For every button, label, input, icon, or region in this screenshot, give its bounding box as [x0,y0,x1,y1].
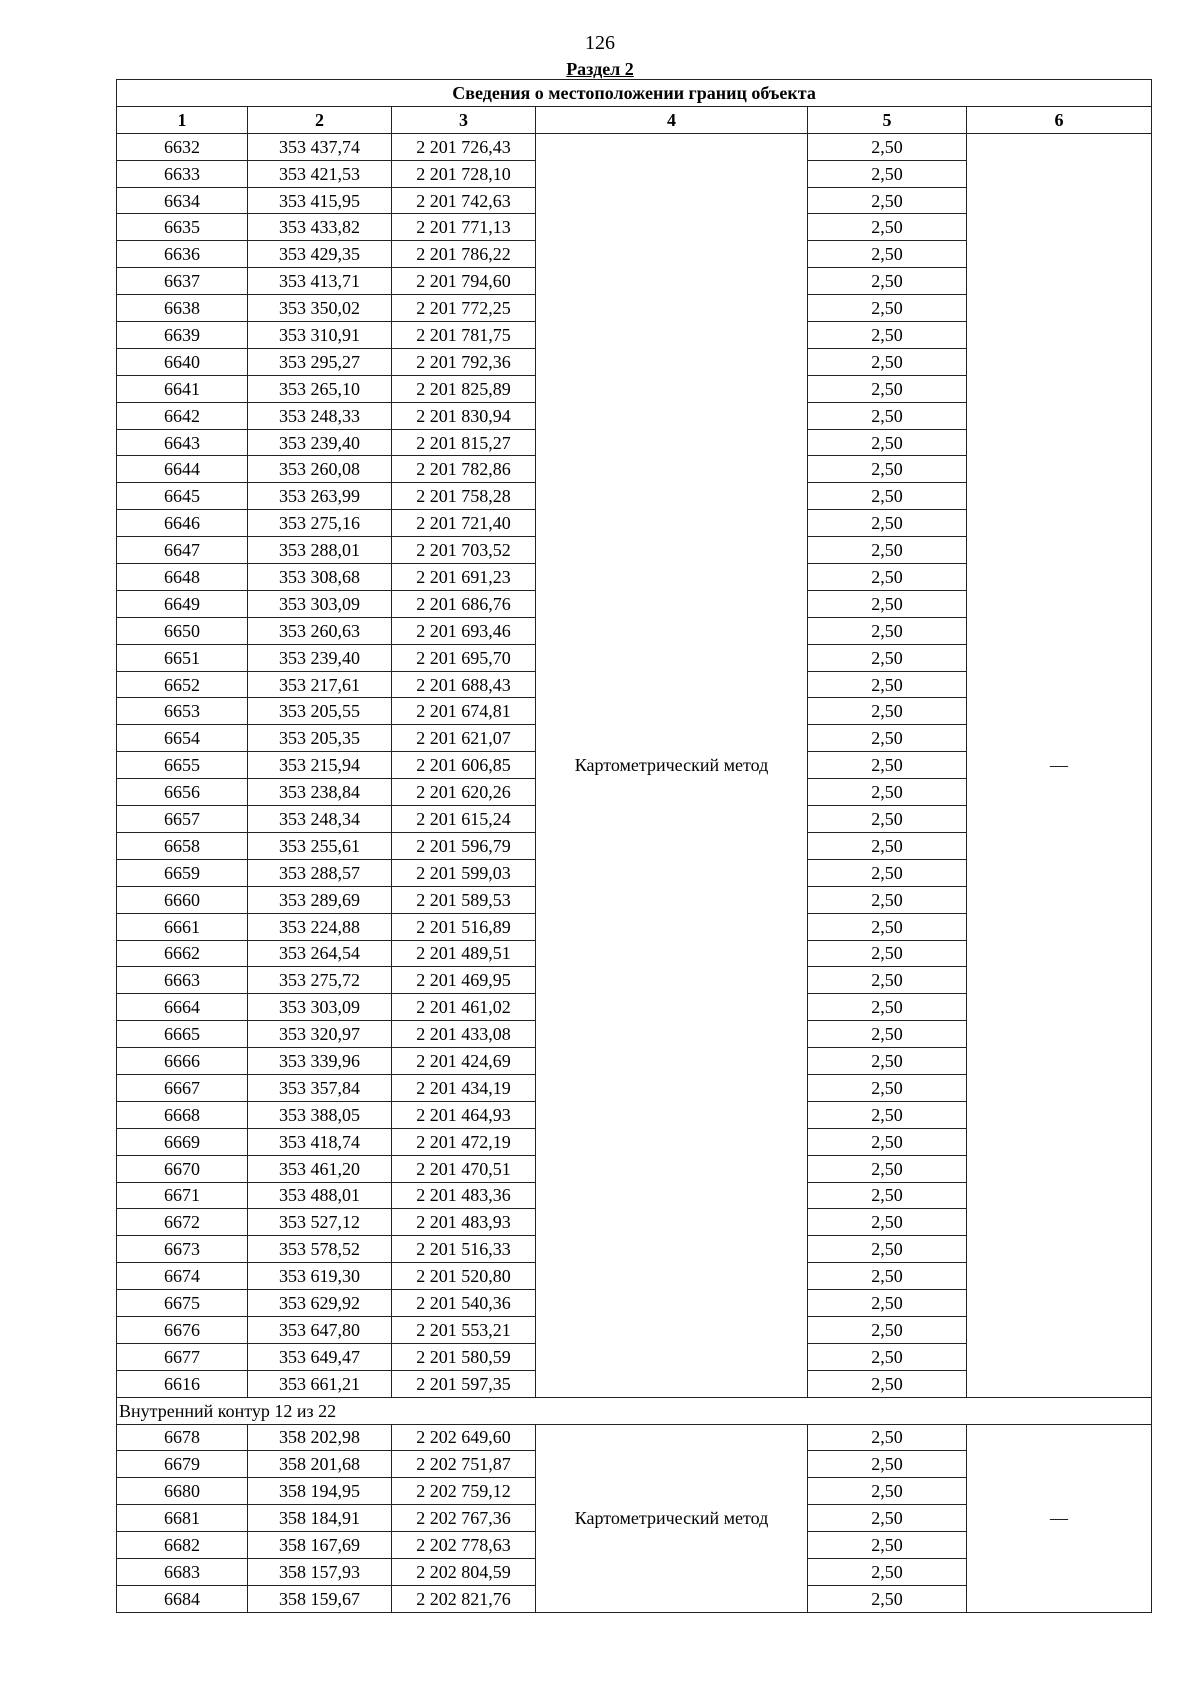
coordinate-x-cell: 353 288,57 [248,859,392,886]
accuracy-cell: 2,50 [808,752,967,779]
point-number-cell: 6673 [117,1236,248,1263]
point-number-cell: 6665 [117,1021,248,1048]
coordinate-y-cell: 2 201 772,25 [392,295,536,322]
accuracy-cell: 2,50 [808,1182,967,1209]
point-number-cell: 6663 [117,967,248,994]
coordinate-x-cell: 353 263,99 [248,483,392,510]
coordinate-y-cell: 2 201 688,43 [392,671,536,698]
coordinate-x-cell: 358 194,95 [248,1478,392,1505]
coordinate-x-cell: 353 437,74 [248,133,392,160]
coordinate-y-cell: 2 202 649,60 [392,1424,536,1451]
point-number-cell: 6656 [117,779,248,806]
accuracy-cell: 2,50 [808,402,967,429]
coordinate-x-cell: 353 421,53 [248,160,392,187]
coordinate-y-cell: 2 201 782,86 [392,456,536,483]
point-number-cell: 6669 [117,1128,248,1155]
coordinate-x-cell: 358 201,68 [248,1451,392,1478]
coordinate-x-cell: 353 647,80 [248,1316,392,1343]
coordinate-y-cell: 2 202 821,76 [392,1585,536,1612]
coordinate-y-cell: 2 201 830,94 [392,402,536,429]
accuracy-cell: 2,50 [808,644,967,671]
point-number-cell: 6641 [117,375,248,402]
section-label: Раздел 2 [566,59,634,79]
coordinate-y-cell: 2 201 825,89 [392,375,536,402]
point-number-cell: 6640 [117,348,248,375]
point-number-cell: 6654 [117,725,248,752]
accuracy-cell: 2,50 [808,779,967,806]
coordinate-y-cell: 2 201 615,24 [392,806,536,833]
point-number-cell: 6677 [117,1343,248,1370]
coordinate-x-cell: 353 205,35 [248,725,392,752]
coordinate-y-cell: 2 202 778,63 [392,1532,536,1559]
coordinate-y-cell: 2 201 483,36 [392,1182,536,1209]
coordinate-y-cell: 2 201 815,27 [392,429,536,456]
coordinate-x-cell: 353 265,10 [248,375,392,402]
coordinate-y-cell: 2 201 599,03 [392,859,536,886]
coordinate-x-cell: 353 239,40 [248,429,392,456]
coordinate-y-cell: 2 201 483,93 [392,1209,536,1236]
point-number-cell: 6664 [117,994,248,1021]
accuracy-cell: 2,50 [808,1316,967,1343]
point-number-cell: 6659 [117,859,248,886]
coordinate-y-cell: 2 201 580,59 [392,1343,536,1370]
point-number-cell: 6666 [117,1048,248,1075]
coordinate-x-cell: 353 415,95 [248,187,392,214]
coordinate-x-cell: 353 339,96 [248,1048,392,1075]
coordinate-x-cell: 358 184,91 [248,1505,392,1532]
coordinate-x-cell: 353 260,63 [248,617,392,644]
coordinate-y-cell: 2 201 726,43 [392,133,536,160]
coordinate-x-cell: 353 264,54 [248,940,392,967]
accuracy-cell: 2,50 [808,160,967,187]
column-header-row [117,106,1152,133]
accuracy-cell: 2,50 [808,322,967,349]
point-number-cell: 6679 [117,1451,248,1478]
accuracy-cell: 2,50 [808,537,967,564]
accuracy-cell: 2,50 [808,1048,967,1075]
coordinate-y-cell: 2 201 620,26 [392,779,536,806]
coordinate-x-cell: 353 215,94 [248,752,392,779]
accuracy-cell: 2,50 [808,967,967,994]
point-number-cell: 6682 [117,1532,248,1559]
coordinate-x-cell: 353 357,84 [248,1074,392,1101]
coordinate-y-cell: 2 201 597,35 [392,1370,536,1397]
point-number-cell: 6671 [117,1182,248,1209]
coordinate-y-cell: 2 202 804,59 [392,1558,536,1585]
coordinate-x-cell: 353 308,68 [248,564,392,591]
accuracy-cell: 2,50 [808,1263,967,1290]
coordinate-y-cell: 2 201 520,80 [392,1263,536,1290]
coordinate-x-cell: 353 224,88 [248,913,392,940]
coordinate-x-cell: 358 167,69 [248,1532,392,1559]
coordinate-x-cell: 353 295,27 [248,348,392,375]
point-number-cell: 6676 [117,1316,248,1343]
contour-label-row [117,1397,1152,1424]
accuracy-cell: 2,50 [808,483,967,510]
accuracy-cell: 2,50 [808,1074,967,1101]
coordinate-y-cell: 2 201 516,89 [392,913,536,940]
coordinate-y-cell: 2 201 553,21 [392,1316,536,1343]
point-number-cell: 6639 [117,322,248,349]
accuracy-cell: 2,50 [808,133,967,160]
coordinate-x-cell: 353 275,72 [248,967,392,994]
accuracy-cell: 2,50 [808,187,967,214]
point-number-cell: 6648 [117,564,248,591]
coordinate-x-cell: 358 159,67 [248,1585,392,1612]
coordinate-y-cell: 2 201 621,07 [392,725,536,752]
coordinate-y-cell: 2 201 461,02 [392,994,536,1021]
coordinate-x-cell: 353 248,33 [248,402,392,429]
coordinate-x-cell: 353 217,61 [248,671,392,698]
accuracy-cell: 2,50 [808,564,967,591]
coordinate-y-cell: 2 201 693,46 [392,617,536,644]
coordinate-y-cell: 2 201 464,93 [392,1101,536,1128]
coordinate-y-cell: 2 201 771,13 [392,214,536,241]
point-number-cell: 6668 [117,1101,248,1128]
point-number-cell: 6657 [117,806,248,833]
accuracy-cell: 2,50 [808,1128,967,1155]
accuracy-cell: 2,50 [808,510,967,537]
accuracy-cell: 2,50 [808,1478,967,1505]
method-cell: Картометрический метод [536,133,808,1397]
coordinate-x-cell: 353 275,16 [248,510,392,537]
point-number-cell: 6681 [117,1505,248,1532]
coordinate-y-cell: 2 201 703,52 [392,537,536,564]
coordinate-x-cell: 353 418,74 [248,1128,392,1155]
table-row [117,133,1152,160]
point-number-cell: 6674 [117,1263,248,1290]
accuracy-cell: 2,50 [808,698,967,725]
accuracy-cell: 2,50 [808,429,967,456]
coordinate-x-cell: 353 578,52 [248,1236,392,1263]
coordinate-x-cell: 353 289,69 [248,886,392,913]
point-number-cell: 6667 [117,1074,248,1101]
point-number-cell: 6662 [117,940,248,967]
point-number-cell: 6683 [117,1558,248,1585]
coordinate-y-cell: 2 201 728,10 [392,160,536,187]
column-6-cell: — [967,1424,1152,1612]
coordinate-y-cell: 2 201 470,51 [392,1155,536,1182]
accuracy-cell: 2,50 [808,1532,967,1559]
column-header: 1 [117,106,248,133]
coordinate-y-cell: 2 201 674,81 [392,698,536,725]
coordinate-y-cell: 2 201 589,53 [392,886,536,913]
accuracy-cell: 2,50 [808,1209,967,1236]
coordinate-y-cell: 2 201 794,60 [392,268,536,295]
coordinate-x-cell: 353 527,12 [248,1209,392,1236]
coordinate-y-cell: 2 201 606,85 [392,752,536,779]
point-number-cell: 6678 [117,1424,248,1451]
coordinate-x-cell: 353 649,47 [248,1343,392,1370]
coordinate-x-cell: 353 388,05 [248,1101,392,1128]
coordinate-x-cell: 353 350,02 [248,295,392,322]
accuracy-cell: 2,50 [808,617,967,644]
accuracy-cell: 2,50 [808,1505,967,1532]
accuracy-cell: 2,50 [808,1585,967,1612]
accuracy-cell: 2,50 [808,456,967,483]
accuracy-cell: 2,50 [808,1101,967,1128]
coordinate-x-cell: 353 413,71 [248,268,392,295]
accuracy-cell: 2,50 [808,886,967,913]
accuracy-cell: 2,50 [808,832,967,859]
accuracy-cell: 2,50 [808,1236,967,1263]
coordinate-x-cell: 353 238,84 [248,779,392,806]
accuracy-cell: 2,50 [808,214,967,241]
point-number-cell: 6658 [117,832,248,859]
point-number-cell: 6616 [117,1370,248,1397]
coordinate-x-cell: 353 461,20 [248,1155,392,1182]
accuracy-cell: 2,50 [808,1451,967,1478]
coordinate-x-cell: 353 303,09 [248,590,392,617]
column-header: 6 [967,106,1152,133]
point-number-cell: 6645 [117,483,248,510]
accuracy-cell: 2,50 [808,913,967,940]
accuracy-cell: 2,50 [808,295,967,322]
point-number-cell: 6647 [117,537,248,564]
coordinate-x-cell: 353 661,21 [248,1370,392,1397]
point-number-cell: 6636 [117,241,248,268]
point-number-cell: 6633 [117,160,248,187]
method-cell: Картометрический метод [536,1424,808,1612]
point-number-cell: 6649 [117,590,248,617]
point-number-cell: 6632 [117,133,248,160]
coordinate-y-cell: 2 201 469,95 [392,967,536,994]
point-number-cell: 6651 [117,644,248,671]
coordinate-x-cell: 353 303,09 [248,994,392,1021]
accuracy-cell: 2,50 [808,1021,967,1048]
coordinate-y-cell: 2 201 424,69 [392,1048,536,1075]
coordinate-y-cell: 2 201 489,51 [392,940,536,967]
coordinate-y-cell: 2 201 434,19 [392,1074,536,1101]
coordinate-y-cell: 2 202 759,12 [392,1478,536,1505]
coordinate-x-cell: 353 320,97 [248,1021,392,1048]
point-number-cell: 6643 [117,429,248,456]
point-number-cell: 6675 [117,1290,248,1317]
coordinate-x-cell: 353 255,61 [248,832,392,859]
point-number-cell: 6652 [117,671,248,698]
accuracy-cell: 2,50 [808,1370,967,1397]
coordinate-y-cell: 2 201 742,63 [392,187,536,214]
coordinate-y-cell: 2 201 433,08 [392,1021,536,1048]
point-number-cell: 6672 [117,1209,248,1236]
accuracy-cell: 2,50 [808,725,967,752]
coordinate-x-cell: 358 157,93 [248,1558,392,1585]
point-number-cell: 6644 [117,456,248,483]
boundary-table [116,79,1152,1613]
accuracy-cell: 2,50 [808,806,967,833]
coordinate-y-cell: 2 201 686,76 [392,590,536,617]
accuracy-cell: 2,50 [808,940,967,967]
accuracy-cell: 2,50 [808,241,967,268]
coordinate-x-cell: 353 248,34 [248,806,392,833]
accuracy-cell: 2,50 [808,1558,967,1585]
accuracy-cell: 2,50 [808,375,967,402]
accuracy-cell: 2,50 [808,994,967,1021]
coordinate-x-cell: 353 629,92 [248,1290,392,1317]
coordinate-y-cell: 2 201 540,36 [392,1290,536,1317]
table-title-row [117,80,1152,107]
accuracy-cell: 2,50 [808,590,967,617]
point-number-cell: 6661 [117,913,248,940]
accuracy-cell: 2,50 [808,268,967,295]
point-number-cell: 6646 [117,510,248,537]
coordinate-y-cell: 2 201 472,19 [392,1128,536,1155]
point-number-cell: 6680 [117,1478,248,1505]
table-row [117,1424,1152,1451]
coordinate-y-cell: 2 201 758,28 [392,483,536,510]
coordinate-x-cell: 353 488,01 [248,1182,392,1209]
column-header: 4 [536,106,808,133]
point-number-cell: 6635 [117,214,248,241]
point-number-cell: 6637 [117,268,248,295]
column-header: 2 [248,106,392,133]
coordinate-y-cell: 2 201 781,75 [392,322,536,349]
column-header: 3 [392,106,536,133]
point-number-cell: 6642 [117,402,248,429]
accuracy-cell: 2,50 [808,671,967,698]
coordinate-x-cell: 353 205,55 [248,698,392,725]
coordinate-y-cell: 2 201 695,70 [392,644,536,671]
coordinate-y-cell: 2 201 786,22 [392,241,536,268]
point-number-cell: 6638 [117,295,248,322]
coordinate-x-cell: 353 288,01 [248,537,392,564]
accuracy-cell: 2,50 [808,1155,967,1182]
coordinate-x-cell: 353 239,40 [248,644,392,671]
accuracy-cell: 2,50 [808,1290,967,1317]
accuracy-cell: 2,50 [808,348,967,375]
column-header: 5 [808,106,967,133]
page-number: 126 [585,32,615,54]
coordinate-x-cell: 353 619,30 [248,1263,392,1290]
accuracy-cell: 2,50 [808,1424,967,1451]
coordinate-x-cell: 353 260,08 [248,456,392,483]
coordinate-y-cell: 2 201 516,33 [392,1236,536,1263]
table-title: Сведения о местоположении границ объекта [117,80,1152,107]
accuracy-cell: 2,50 [808,859,967,886]
point-number-cell: 6660 [117,886,248,913]
coordinate-x-cell: 353 433,82 [248,214,392,241]
column-6-cell: — [967,133,1152,1397]
table-body [117,133,1152,1612]
point-number-cell: 6684 [117,1585,248,1612]
coordinate-y-cell: 2 202 751,87 [392,1451,536,1478]
point-number-cell: 6634 [117,187,248,214]
point-number-cell: 6650 [117,617,248,644]
coordinate-y-cell: 2 201 792,36 [392,348,536,375]
coordinate-y-cell: 2 201 596,79 [392,832,536,859]
coordinate-y-cell: 2 201 721,40 [392,510,536,537]
coordinate-y-cell: 2 201 691,23 [392,564,536,591]
coordinate-y-cell: 2 202 767,36 [392,1505,536,1532]
accuracy-cell: 2,50 [808,1343,967,1370]
contour-label: Внутренний контур 12 из 22 [117,1397,1152,1424]
coordinate-x-cell: 353 310,91 [248,322,392,349]
coordinate-x-cell: 353 429,35 [248,241,392,268]
point-number-cell: 6655 [117,752,248,779]
coordinate-x-cell: 358 202,98 [248,1424,392,1451]
point-number-cell: 6653 [117,698,248,725]
point-number-cell: 6670 [117,1155,248,1182]
